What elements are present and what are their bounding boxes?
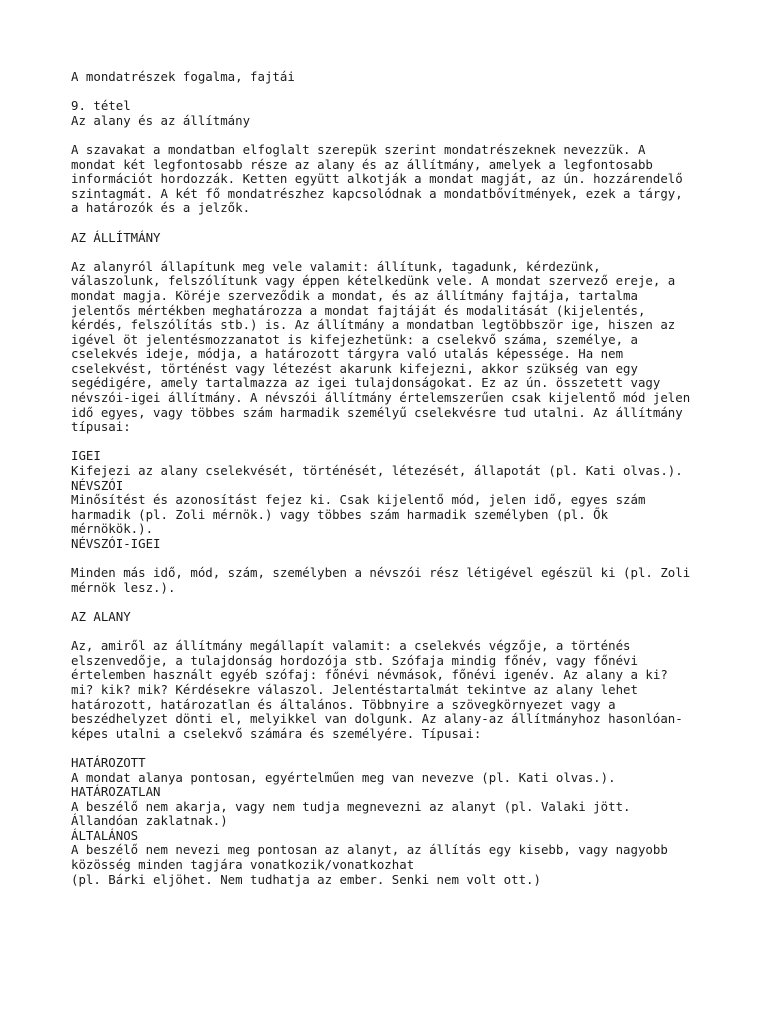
section-heading-allitmany: AZ ÁLLÍTMÁNY xyxy=(71,229,161,245)
allitmany-paragraph-line: névszói-igei állítmány. A névszói állítmány értelemszerűen csak kijelentő mód jelen xyxy=(71,390,691,406)
nevszoi-igei-description-line: Minden más idő, mód, szám, személyben a névszói rész létigével egészül ki (pl. Zoli xyxy=(71,565,691,581)
intro-paragraph-line: szintagmát. A két fő mondatrészhez kapcsolódnak a mondatbővítmények, ezek a tárgy, xyxy=(71,185,683,201)
blank-line xyxy=(71,128,761,143)
alany-paragraph-line: értelemben használt egyéb szófaj: főnévi névmások, főnévi igenév. Az alany a ki? xyxy=(71,667,668,683)
topic-number: 9. tétel xyxy=(71,98,131,114)
subheading-nevszoi: NÉVSZÓI xyxy=(71,477,124,493)
blank-line xyxy=(71,85,761,100)
section-heading-alany: AZ ALANY xyxy=(71,608,131,624)
hatarozatlan-description-line: A beszélő nem akarja, vagy nem tudja megnevezni az alanyt (pl. Valaki jött. xyxy=(71,798,631,814)
blank-line xyxy=(71,741,761,756)
blank-line xyxy=(71,435,761,450)
allitmany-paragraph-line: cselekvést, történést vagy létezést akarunk kifejezni, akkor szükség van egy xyxy=(71,360,638,376)
nevszoi-description-line: Minősítést és azonosítást fejez ki. Csak kijelentő mód, jelen idő, egyes szám xyxy=(71,492,646,508)
blank-line xyxy=(71,245,761,260)
alany-paragraph-line: képes utalni a cselekvő számára és személyére. Típusai: xyxy=(71,725,482,741)
intro-paragraph-line: mondat két legfontosabb része az alany és az állítmány, amelyek a legfontosabb xyxy=(71,156,653,172)
allitmany-paragraph-line: igével öt jelentésmozzanatot is kifejezhetünk: a cselekvő száma, személye, a xyxy=(71,331,638,347)
blank-line xyxy=(71,625,761,640)
hatarozatlan-description-line: Állandóan zaklatnak.) xyxy=(71,813,228,829)
allitmany-paragraph-line: kérdés, felszólítás stb.) is. Az állítmány a mondatban legtöbbször ige, hiszen az xyxy=(71,317,676,333)
subheading-nevszoi-igei: NÉVSZÓI-IGEI xyxy=(71,536,161,551)
alany-paragraph-line: mi? kik? mik? Kérdésekre válaszol. Jelentéstartalmát tekintve az alany lehet xyxy=(71,681,638,697)
allitmany-paragraph-line: Az alanyról állapítunk meg vele valamit: állítunk, tagadunk, kérdezünk, xyxy=(71,258,601,274)
document-page xyxy=(71,70,761,887)
subheading-hatarozott: HATÁROZOTT xyxy=(71,754,146,770)
altalanos-description-line: A beszélő nem nevezi meg pontosan az alanyt, az állítás egy kisebb, vagy nagyobb xyxy=(71,842,668,858)
intro-paragraph-line: a határozók és a jelzők. xyxy=(71,200,251,216)
blank-line xyxy=(71,595,761,610)
allitmany-paragraph-line: jelentős mértékben meghatározza a mondat fajtáját és modalitását (kijelentés, xyxy=(71,302,646,318)
subheading-hatarozatlan: HATÁROZATLAN xyxy=(71,784,161,800)
nevszoi-description-line: harmadik (pl. Zoli mérnök.) vagy többes szám harmadik személyben (pl. Ők xyxy=(71,506,609,522)
alany-paragraph-line: beszédhelyzet dönti el, melyikkel van dolgunk. Az alany-az állítmányhoz hasonlóan- xyxy=(71,711,683,727)
intro-paragraph-line: A szavakat a mondatban elfoglalt szerepük szerint mondatrészeknek nevezzük. A xyxy=(71,141,646,157)
document-title: A mondatrészek fogalma, fajtái xyxy=(71,69,295,84)
allitmany-paragraph-line: válaszolunk, felszólítunk vagy éppen kételkedünk vele. A mondat szervező ereje, a xyxy=(71,273,676,289)
alany-paragraph-line: Az, amiről az állítmány megállapít valamit: a cselekvés végzője, a történés xyxy=(71,638,631,654)
blank-line xyxy=(71,552,761,567)
subheading-altalanos: ÁLTALÁNOS xyxy=(71,827,139,843)
allitmany-paragraph-line: mondat magja. Köréje szerveződik a mondat, és az állítmány fajtája, tartalma xyxy=(71,287,638,303)
alany-paragraph-line: elszenvedője, a tulajdonság hordozója stb. Szófaja mindig főnév, vagy főnévi xyxy=(71,652,638,668)
blank-line xyxy=(71,216,761,231)
igei-description: Kifejezi az alany cselekvését, történését, létezését, állapotát (pl. Kati olvas.). xyxy=(71,463,683,479)
allitmany-paragraph-line: segédigére, amely tartalmazza az igei tulajdonságokat. Ez az ún. összetett vagy xyxy=(71,375,661,391)
altalanos-description-line: közösség minden tagjára vonatkozik/vonatkozhat xyxy=(71,857,415,873)
subheading-igei: IGEI xyxy=(71,448,101,464)
intro-paragraph-line: információt hordozzák. Ketten együtt alkotják a mondat magját, az ún. hozzárendelő xyxy=(71,171,683,187)
allitmany-paragraph-line: idő egyes, vagy többes szám harmadik személyű cselekvésre tud utalni. Az állítmány xyxy=(71,404,683,420)
allitmany-paragraph-line: típusai: xyxy=(71,419,131,435)
topic-title: Az alany és az állítmány xyxy=(71,112,251,128)
nevszoi-description-line: mérnökök.). xyxy=(71,521,154,537)
allitmany-paragraph-line: cselekvés ideje, módja, a határozott tárgyra való utalás képessége. Ha nem xyxy=(71,346,624,362)
hatarozott-description: A mondat alanya pontosan, egyértelműen meg van nevezve (pl. Kati olvas.). xyxy=(71,769,616,785)
nevszoi-igei-description-line: mérnök lesz.). xyxy=(71,579,176,595)
altalanos-description-line: (pl. Bárki eljöhet. Nem tudhatja az ember. Senki nem volt ott.) xyxy=(71,871,541,887)
alany-paragraph-line: határozott, határozatlan és általános. Többnyire a szövegkörnyezet vagy a xyxy=(71,696,616,712)
